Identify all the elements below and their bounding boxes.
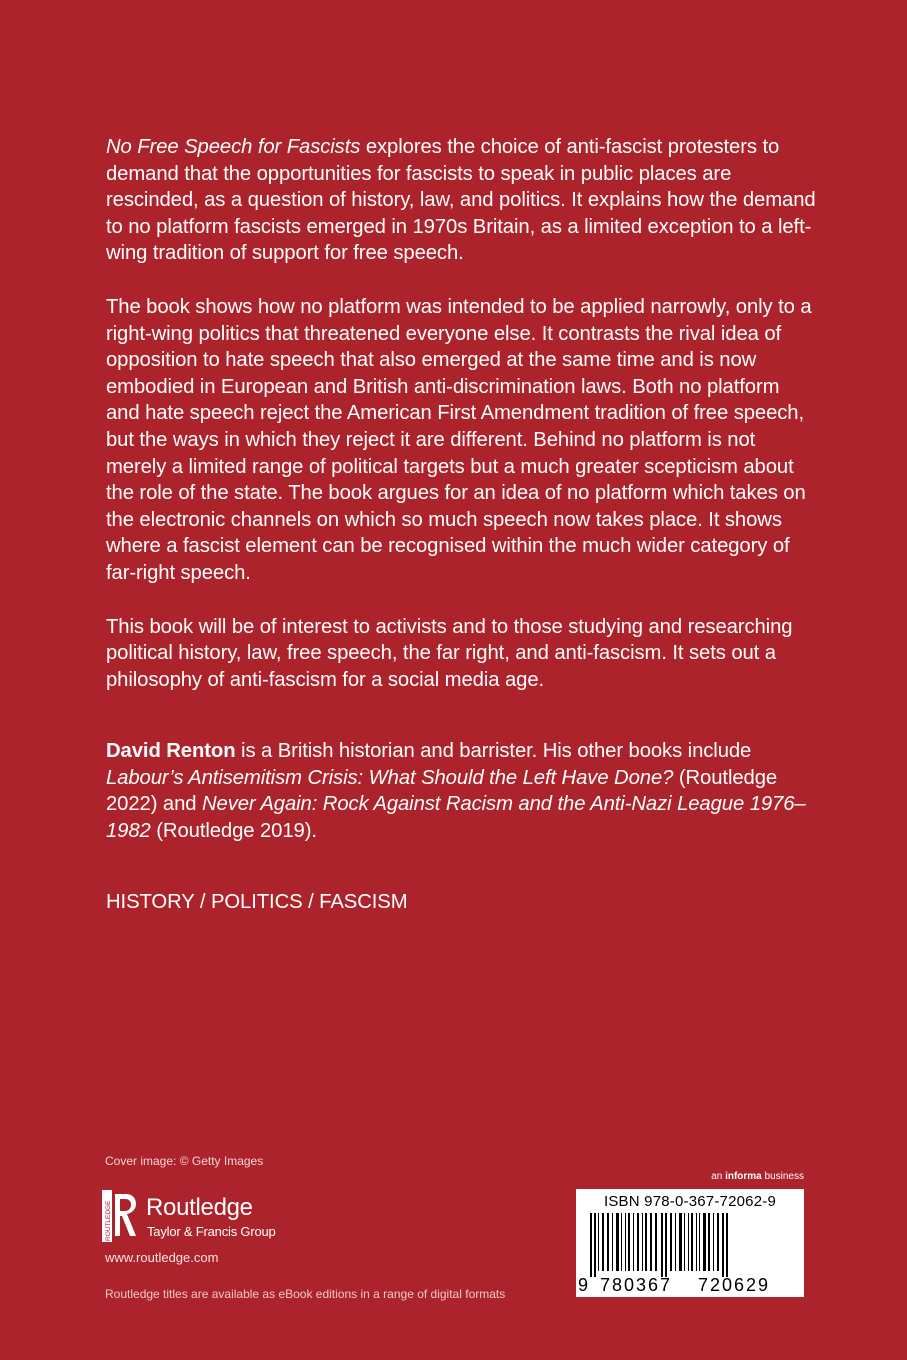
ebook-availability-note: Routledge titles are available as eBook editions in a range of digital formats (105, 1287, 506, 1301)
back-cover-blurb (106, 134, 816, 915)
publisher-website: www.routledge.com (105, 1250, 219, 1265)
other-book-1: Labour’s Antisemitism Crisis: What Should the Left Have Done? (106, 766, 674, 789)
blurb-paragraph-2: The book shows how no platform was intended to be applied narrowly, only to a right-wing politics that threatened everyone else. It contrasts the rival idea of opposition to hate speech that also emerged at the same time and is now embodied in European and British anti-discrimination laws. Both no platform and hate speech reject the American First Amendment tradition of free speech, but the ways in which they reject it are different. Behind no platform is not merely a limited range of political targets but a much greater scepticism about the role of the state. The book argues for an idea of no platform which takes on the electronic channels on which so much speech now takes place. It shows where a fascist element can be recognised within the much wider category of far-right speech. (106, 295, 812, 584)
isbn-label: ISBN 978-0-367-72062-9 (603, 1193, 776, 1210)
informa-business-label: an informa business (711, 1171, 804, 1182)
blurb-paragraph-1: No Free Speech for Fascists explores the choice of anti-fascist protesters to demand that the opportunities for fascists to speak in public places are rescinded, as a question of history, law, and politics. It explains how the demand to no platform fascists emerged in 1970s Britain, as a limited exception to a left-wing tradition of support for free speech. (106, 136, 816, 265)
author-bio: David Renton is a British historian and barrister. His other books include Labour’s Antisemitism Crisis: What Should the Left Have Done? (Routledge 2022) and Never Again: Rock Against Racism and the Anti-Nazi League 1976–1982 (Routledge 2019). (106, 740, 806, 843)
isbn-barcode (576, 1189, 804, 1297)
blurb-paragraph-3: This book will be of interest to activists and to those studying and researching political history, law, free speech, the far right, and anti-fascism. It sets out a philosophy of anti-fascism for a social media age. (106, 615, 793, 691)
routledge-logo (102, 1190, 322, 1242)
book-title: No Free Speech for Fascists (106, 136, 361, 158)
logo-vertical-text: ROUTLEDGE (105, 1200, 112, 1241)
subject-categories: HISTORY / POLITICS / FASCISM (106, 890, 408, 913)
routledge-logo-icon (102, 1190, 138, 1242)
barcode-bars (586, 1213, 796, 1277)
cover-image-credit: Cover image: © Getty Images (105, 1154, 264, 1168)
other-book-2: Never Again: Rock Against Racism and the Anti-Nazi League 1976–1982 (106, 793, 806, 843)
publisher-group: Taylor & Francis Group (147, 1224, 276, 1239)
barcode-digits: 9 780367 720629 (578, 1275, 771, 1295)
publisher-name: Routledge (146, 1194, 253, 1221)
author-name: David Renton (106, 740, 236, 763)
